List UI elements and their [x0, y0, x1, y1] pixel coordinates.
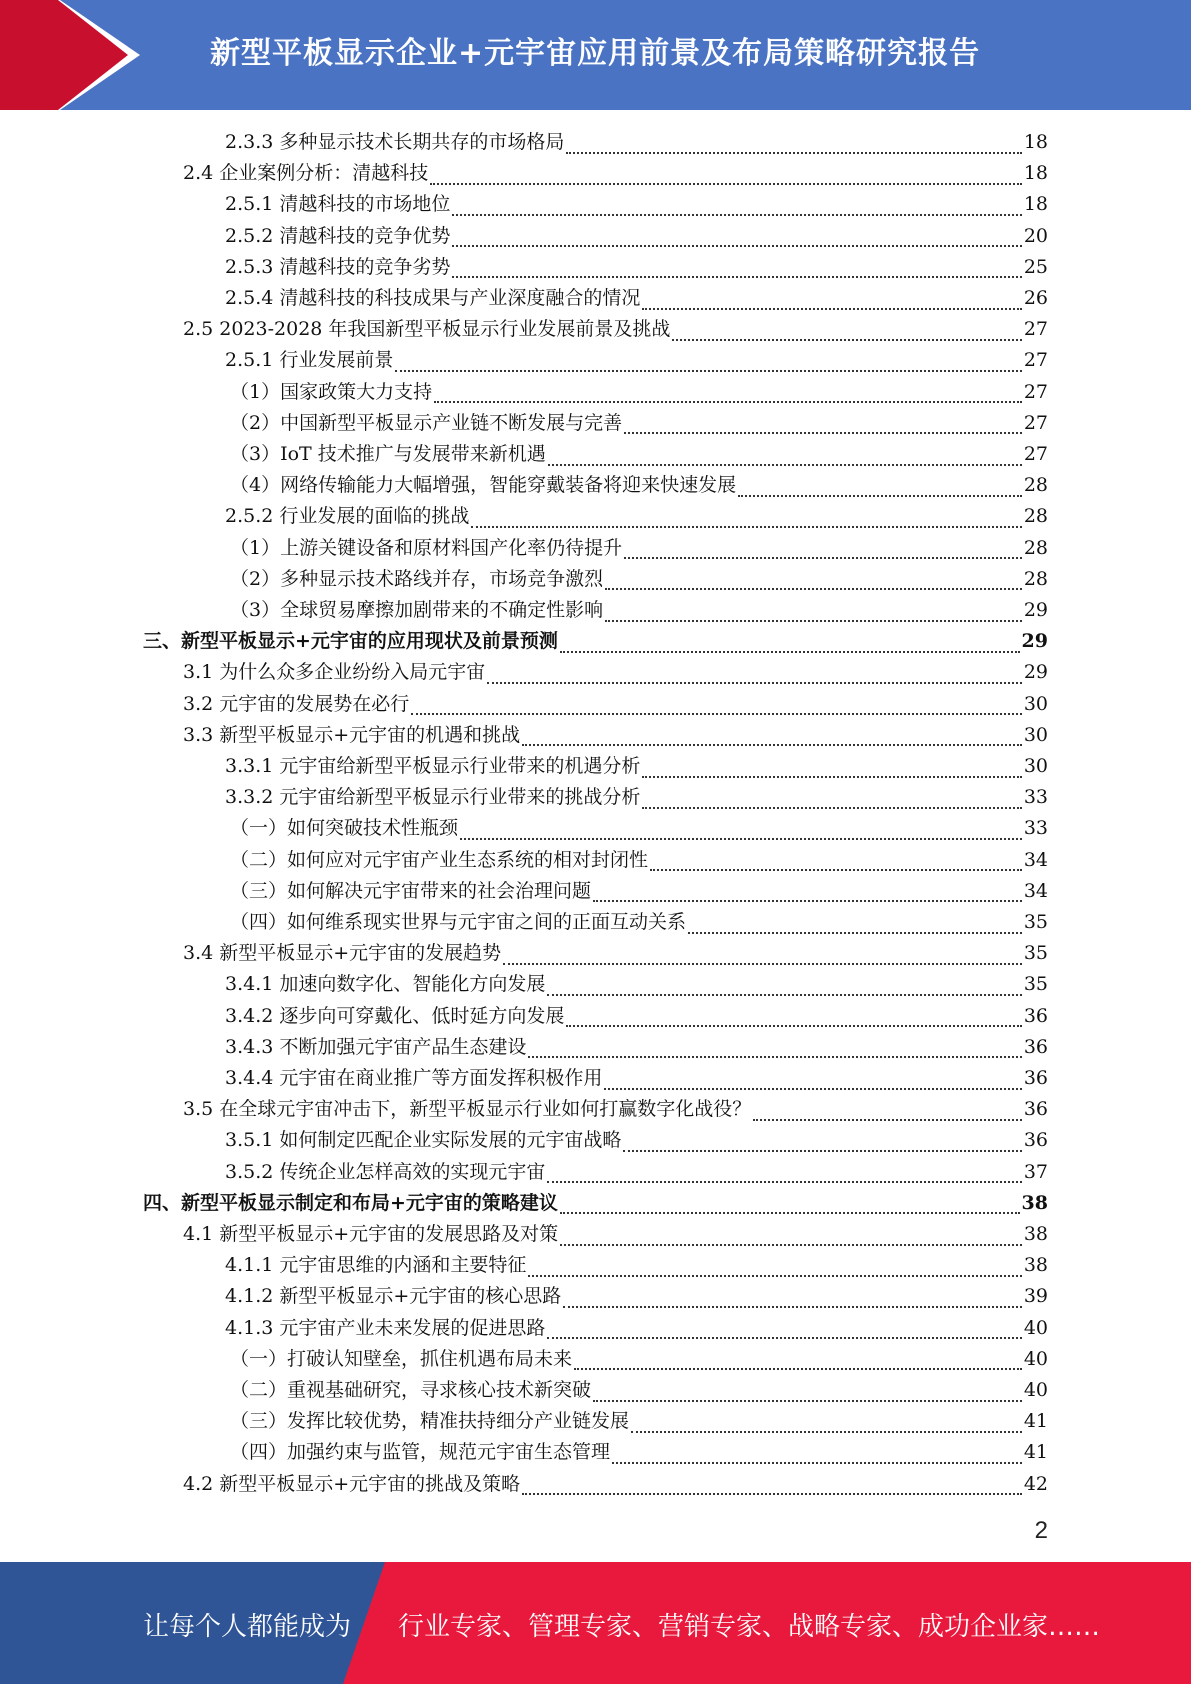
toc-entry-label: 3.5.1 如何制定匹配企业实际发展的元宇宙战略 — [225, 1129, 622, 1152]
toc-entry-page: 25 — [1023, 255, 1048, 278]
toc-entry-label: （四）加强约束与监管，规范元宇宙生态管理 — [230, 1441, 611, 1464]
toc-entry-label: 2.5.4 清越科技的科技成果与产业深度融合的情况 — [225, 287, 641, 309]
toc-entry[interactable] — [183, 314, 1048, 345]
toc-entry-page: 29 — [1023, 661, 1048, 684]
toc-entry[interactable] — [225, 501, 1048, 532]
toc-entry-page: 36 — [1023, 1067, 1048, 1089]
toc-leader-dots — [605, 576, 1022, 590]
toc-leader-dots — [522, 1481, 1022, 1495]
toc-entry-page: 33 — [1023, 786, 1048, 809]
toc-entry[interactable] — [183, 938, 1048, 969]
toc-leader-dots — [688, 920, 1022, 934]
toc-entry[interactable] — [225, 1032, 1048, 1063]
toc-leader-dots — [672, 327, 1021, 341]
toc-leader-dots — [434, 389, 1022, 403]
toc-leader-dots — [411, 701, 1022, 715]
toc-entry[interactable] — [225, 221, 1048, 252]
toc-entry-page: 18 — [1023, 193, 1048, 216]
toc-entry-label: 三、新型平板显示+元宇宙的应用现状及前景预测 — [143, 630, 558, 653]
page-number: 2 — [1034, 1517, 1048, 1544]
toc-leader-dots — [503, 951, 1022, 965]
toc-leader-dots — [642, 764, 1021, 778]
toc-entry-page: 30 — [1023, 755, 1048, 777]
toc-entry-page: 28 — [1023, 474, 1048, 497]
toc-entry-label: 4.1.3 元宇宙产业未来发展的促进思路 — [225, 1316, 546, 1339]
toc-leader-dots — [528, 1263, 1021, 1277]
toc-entry-label: 3.3.1 元宇宙给新型平板显示行业带来的机遇分析 — [225, 755, 641, 777]
toc-leader-dots — [452, 202, 1021, 216]
toc-leader-dots — [452, 233, 1021, 247]
toc-entry[interactable] — [225, 1313, 1048, 1344]
toc-entry[interactable] — [225, 1157, 1048, 1188]
toc-entry-page: 33 — [1023, 817, 1048, 840]
toc-entry-label: 3.3 新型平板显示+元宇宙的机遇和挑战 — [183, 723, 521, 746]
toc-entry-label: （二）重视基础研究，寻求核心技术新突破 — [230, 1379, 592, 1401]
toc-entry-page: 36 — [1023, 1129, 1048, 1152]
toc-leader-dots — [460, 826, 1022, 840]
toc-entry-page: 39 — [1023, 1285, 1048, 1308]
toc-entry[interactable] — [230, 1437, 1048, 1468]
toc-entry[interactable] — [230, 907, 1048, 938]
toc-entry[interactable] — [230, 595, 1048, 626]
toc-entry-label: 3.3.2 元宇宙给新型平板显示行业带来的挑战分析 — [225, 786, 641, 809]
toc-leader-dots — [471, 514, 1021, 528]
toc-entry-label: （2）多种显示技术路线并存，市场竞争激烈 — [230, 567, 604, 590]
toc-entry-page: 36 — [1023, 1004, 1048, 1027]
toc-entry[interactable] — [225, 1001, 1048, 1032]
toc-entry-label: 2.3.3 多种显示技术长期共存的市场格局 — [225, 131, 565, 153]
toc-entry-page: 37 — [1023, 1160, 1048, 1183]
toc-entry-page: 35 — [1023, 973, 1048, 996]
toc-entry-page: 41 — [1023, 1410, 1048, 1433]
toc-entry-label: 3.4.4 元宇宙在商业推广等方面发挥积极作用 — [225, 1067, 603, 1089]
toc-entry-label: （三）发挥比较优势，精准扶持细分产业链发展 — [230, 1410, 630, 1433]
toc-entry-label: 2.5.2 行业发展的面临的挑战 — [225, 505, 470, 528]
footer-slogan-right: 行业专家、管理专家、营销专家、战略专家、成功企业家…… — [398, 1612, 1101, 1642]
toc-leader-dots — [560, 1232, 1022, 1246]
toc-entry[interactable] — [230, 377, 1048, 408]
toc-entry-label: （3）全球贸易摩擦加剧带来的不确定性影响 — [230, 599, 604, 621]
toc-entry[interactable] — [225, 1063, 1048, 1094]
toc-entry[interactable] — [225, 751, 1048, 782]
toc-entry[interactable] — [230, 408, 1048, 439]
toc-leader-dots — [560, 1200, 1020, 1214]
toc-entry-page: 27 — [1023, 318, 1048, 341]
toc-leader-dots — [547, 982, 1021, 996]
toc-entry-page: 27 — [1023, 443, 1048, 465]
toc-leader-dots — [738, 483, 1022, 497]
toc-entry-label: 4.1.2 新型平板显示+元宇宙的核心思路 — [225, 1285, 562, 1308]
toc-entry-page: 36 — [1023, 1035, 1048, 1058]
toc-leader-dots — [522, 732, 1022, 746]
toc-entry-page: 18 — [1023, 162, 1048, 185]
page-footer — [0, 1562, 1191, 1684]
toc-leader-dots — [430, 171, 1022, 185]
toc-entry[interactable] — [225, 1281, 1048, 1312]
toc-entry-label: 4.1.1 元宇宙思维的内涵和主要特征 — [225, 1254, 527, 1277]
toc-entry-page: 42 — [1023, 1472, 1048, 1495]
toc-entry-page: 18 — [1023, 131, 1048, 153]
toc-entry-label: （一）打破认知壁垒，抓住机遇布局未来 — [230, 1347, 573, 1370]
toc-entry-page: 40 — [1023, 1316, 1048, 1339]
toc-leader-dots — [593, 888, 1022, 902]
toc-leader-dots — [642, 795, 1021, 809]
toc-entry[interactable] — [230, 845, 1048, 876]
toc-entry-page: 34 — [1023, 848, 1048, 871]
toc-leader-dots — [560, 639, 1020, 653]
toc-entry-label: （二）如何应对元宇宙产业生态系统的相对封闭性 — [230, 848, 649, 871]
toc-entry-label: 2.5.1 行业发展前景 — [225, 349, 394, 372]
toc-leader-dots — [395, 358, 1021, 372]
toc-entry-page: 28 — [1023, 505, 1048, 528]
toc-entry[interactable] — [225, 969, 1048, 1000]
toc-entry-label: （4）网络传输能力大幅增强，智能穿戴装备将迎来快速发展 — [230, 474, 737, 497]
toc-leader-dots — [547, 1325, 1021, 1339]
toc-entry-page: 36 — [1023, 1098, 1048, 1121]
toc-entry[interactable] — [225, 283, 1048, 314]
toc-entry-label: 四、新型平板显示制定和布局+元宇宙的策略建议 — [143, 1191, 558, 1214]
toc-entry-page: 27 — [1023, 349, 1048, 372]
toc-leader-dots — [574, 1356, 1022, 1370]
toc-entry[interactable] — [183, 1094, 1048, 1125]
toc-entry-page: 28 — [1023, 567, 1048, 590]
toc-entry-label: 3.2 元宇宙的发展势在必行 — [183, 692, 410, 715]
toc-entry[interactable] — [230, 1406, 1048, 1437]
toc-entry-page: 30 — [1023, 692, 1048, 715]
toc-entry-label: 2.5.2 清越科技的竞争优势 — [225, 224, 451, 247]
toc-entry-label: 3.4.3 不断加强元宇宙产品生态建设 — [225, 1035, 527, 1058]
toc-entry-page: 27 — [1023, 411, 1048, 434]
toc-entry[interactable] — [230, 564, 1048, 595]
toc-leader-dots — [631, 1419, 1022, 1433]
toc-leader-dots — [605, 608, 1022, 622]
toc-entry-label: （1）国家政策大力支持 — [230, 380, 433, 403]
toc-entry[interactable] — [143, 626, 1048, 657]
toc-entry[interactable] — [183, 1469, 1048, 1500]
toc-entry-page: 34 — [1023, 879, 1048, 902]
toc-leader-dots — [566, 140, 1021, 154]
toc-entry-page: 38 — [1023, 1254, 1048, 1277]
toc-entry[interactable] — [225, 782, 1048, 813]
toc-entry[interactable] — [230, 1344, 1048, 1375]
toc-leader-dots — [604, 1076, 1021, 1090]
toc-entry[interactable] — [225, 345, 1048, 376]
toc-entry[interactable] — [230, 470, 1048, 501]
toc-entry[interactable] — [230, 439, 1048, 470]
toc-entry-page: 41 — [1023, 1441, 1048, 1464]
toc-leader-dots — [487, 670, 1022, 684]
toc-entry-label: （三）如何解决元宇宙带来的社会治理问题 — [230, 879, 592, 902]
toc-entry[interactable] — [225, 1125, 1048, 1156]
toc-entry-label: 4.2 新型平板显示+元宇宙的挑战及策略 — [183, 1472, 521, 1495]
toc-entry-label: 2.5 2023-2028 年我国新型平板显示行业发展前景及挑战 — [183, 318, 671, 341]
page-header — [0, 0, 1191, 110]
toc-entry[interactable] — [183, 158, 1048, 189]
toc-leader-dots — [452, 264, 1021, 278]
toc-entry-page: 28 — [1023, 536, 1048, 559]
toc-leader-dots — [642, 296, 1021, 310]
toc-entry[interactable] — [183, 657, 1048, 688]
toc-entry-label: （3）IoT 技术推广与发展带来新机遇 — [230, 443, 546, 465]
toc-entry-label: 3.5 在全球元宇宙冲击下，新型平板显示行业如何打赢数字化战役？ — [183, 1098, 752, 1121]
toc-entry[interactable] — [143, 1188, 1048, 1219]
toc-leader-dots — [753, 1107, 1022, 1121]
toc-entry-label: （一）如何突破技术性瓶颈 — [230, 817, 459, 840]
toc-entry-page: 30 — [1023, 723, 1048, 746]
toc-entry[interactable] — [183, 689, 1048, 720]
footer-slogan-left: 让每个人都能成为 — [143, 1612, 352, 1642]
toc-entry-page: 26 — [1023, 287, 1048, 309]
toc-leader-dots — [624, 420, 1022, 434]
toc-entry-page: 38 — [1023, 1223, 1048, 1245]
toc-entry-label: 2.4 企业案例分析：清越科技 — [183, 162, 429, 185]
toc-entry-label: （2）中国新型平板显示产业链不断发展与完善 — [230, 411, 623, 434]
toc-entry-label: 3.1 为什么众多企业纷纷入局元宇宙 — [183, 661, 486, 684]
toc-leader-dots — [593, 1388, 1022, 1402]
toc-entry-label: （1）上游关键设备和原材料国产化率仍待提升 — [230, 536, 623, 559]
toc-leader-dots — [563, 1294, 1022, 1308]
toc-entry-label: （四）如何维系现实世界与元宇宙之间的正面互动关系 — [230, 911, 687, 933]
toc-leader-dots — [548, 452, 1022, 466]
toc-leader-dots — [547, 1169, 1021, 1183]
toc-entry-label: 2.5.1 清越科技的市场地位 — [225, 193, 451, 216]
toc-entry[interactable] — [183, 1219, 1048, 1250]
toc-entry[interactable] — [225, 127, 1048, 158]
toc-entry[interactable] — [230, 876, 1048, 907]
toc-entry[interactable] — [230, 533, 1048, 564]
toc-entry[interactable] — [225, 252, 1048, 283]
toc-entry[interactable] — [183, 720, 1048, 751]
toc-leader-dots — [566, 1013, 1021, 1027]
toc-leader-dots — [623, 1138, 1021, 1152]
toc-entry[interactable] — [225, 1250, 1048, 1281]
report-title: 新型平板显示企业+元宇宙应用前景及布局策略研究报告 — [210, 36, 981, 71]
toc-entry-label: 3.4 新型平板显示+元宇宙的发展趋势 — [183, 942, 502, 965]
toc-entry-page: 35 — [1023, 942, 1048, 965]
toc-entry-page: 29 — [1021, 630, 1048, 653]
toc-entry[interactable] — [230, 1375, 1048, 1406]
toc-entry-label: 3.4.2 逐步向可穿戴化、低时延方向发展 — [225, 1004, 565, 1027]
toc-leader-dots — [650, 857, 1022, 871]
toc-entry-label: 4.1 新型平板显示+元宇宙的发展思路及对策 — [183, 1223, 559, 1245]
toc-leader-dots — [528, 1044, 1021, 1058]
toc-entry-page: 35 — [1023, 911, 1048, 933]
toc-entry-label: 2.5.3 清越科技的竞争劣势 — [225, 255, 451, 278]
header-arrow-decoration — [0, 0, 150, 110]
toc-leader-dots — [624, 545, 1022, 559]
toc-entry-label: 3.4.1 加速向数字化、智能化方向发展 — [225, 973, 546, 996]
toc-entry-page: 38 — [1021, 1191, 1048, 1214]
toc-entry-page: 40 — [1023, 1379, 1048, 1401]
toc-entry-page: 29 — [1023, 599, 1048, 621]
toc-entry[interactable] — [230, 813, 1048, 844]
toc-leader-dots — [612, 1450, 1022, 1464]
toc-entry-label: 3.5.2 传统企业怎样高效的实现元宇宙 — [225, 1160, 546, 1183]
toc-entry-page: 27 — [1023, 380, 1048, 403]
toc-entry[interactable] — [225, 189, 1048, 220]
toc-entry-page: 20 — [1023, 224, 1048, 247]
toc-entry-page: 40 — [1023, 1347, 1048, 1370]
